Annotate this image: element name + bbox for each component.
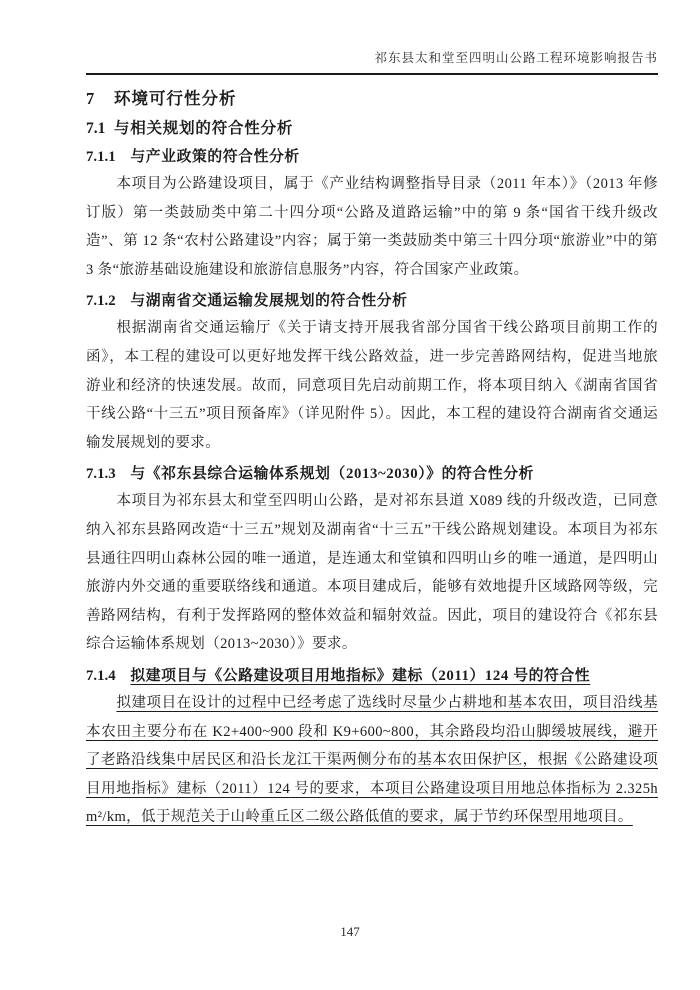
page-header <box>86 50 658 75</box>
body-paragraph: 本项目为祁东县太和堂至四明山公路，是对祁东县道 X089 线的升级改造，已同意纳入祁东县路网改造“十三五”规划及湖南省“十三五”干线公路规划建设。本项目为祁东县通往四明山森林公园的唯一通道，是连通太和堂镇和四明山乡的唯一通道，是四明山旅游内外交通的重要联络线和通道。本项目建成后，能够有效地提升区域路网等级，完善路网结构，有利于发挥路网的整体效益和辐射效益。因此，项目的建设符合《祁东县综合运输体系规划（2013~2030）》要求。 <box>86 493 658 653</box>
body-paragraph-underlined: 拟建项目在设计的过程中已经考虑了选线时尽量少占耕地和基本农田，项目沿线基本农田主要分布在 K2+400~900 段和 K9+600~800，其余路段均沿山脚缓坡展线，避开了老路沿线集中居民区和沿长龙江干渠两侧分布的基本农田保护区，根据《公路建设项目用地指标》建标（2011）124 号的要求，本项目公路建设项目用地总体指标为 2.325hm²/km，低于规范关于山岭重丘区二级公路低值的要求，属于节约环保型用地项目。 <box>86 694 658 826</box>
section-title: 与相关规划的符合性分析 <box>113 120 294 137</box>
subsection-title-underlined: 拟建项目与《公路建设项目用地指标》建标（2011）124 号的符合性 <box>130 667 591 684</box>
subsection-7-1-2 <box>86 291 658 457</box>
subsection-number: 7.1.2 <box>86 293 116 310</box>
subsection-7-1-4 <box>86 666 658 832</box>
body-paragraph: 根据湖南省交通运输厅《关于请支持开展我省部分国省干线公路项目前期工作的函》，本工程的建设可以更好地发挥干线公路效益，进一步完善路网结构，促进当地旅游业和经济的快速发展。故而，同意项目先启动前期工作，将本项目纳入《湖南省国省干线公路“十三五”项目预备库》（详见附件 5）。因此，本工程的建设符合湖南省交通运输发展规划的要求。 <box>86 320 658 451</box>
chapter-heading <box>86 88 658 110</box>
body-paragraph: 本项目为公路建设项目，属于《产业结构调整指导目录（2011 年本）》（2013 年修订版）第一类鼓励类中第二十四分项“公路及道路运输”中的第 9 条“国省干线升级改造”、第 12 条“农村公路建设”内容；属于第一类鼓励类中第三十四分项“旅游业”中的第 3 条“旅游基础设施建设和旅游信息服务”内容，符合国家产业政策。 <box>86 176 658 278</box>
subsection-number: 7.1.4 <box>86 667 116 684</box>
subsection-7-1-3 <box>86 464 658 659</box>
subsection-number: 7.1.3 <box>86 466 116 483</box>
page-number: 147 <box>340 924 360 939</box>
subsection-title: 与《祁东县综合运输体系规划（2013~2030）》的符合性分析 <box>130 466 535 483</box>
chapter-title: 环境可行性分析 <box>114 89 237 108</box>
subsection-number: 7.1.1 <box>86 149 116 165</box>
chapter-number: 7 <box>86 89 95 108</box>
page-footer <box>0 924 700 940</box>
subsection-heading <box>86 147 658 168</box>
subsection-title: 与湖南省交通运输发展规划的符合性分析 <box>130 293 408 310</box>
subsection-title: 与产业政策的符合性分析 <box>130 149 300 165</box>
report-title: 祁东县太和堂至四明山公路工程环境影响报告书 <box>374 51 658 65</box>
subsection-heading <box>86 464 658 485</box>
subsection-7-1-1 <box>86 147 658 284</box>
subsection-heading <box>86 291 658 312</box>
section-heading <box>86 118 658 140</box>
section-number: 7.1 <box>86 120 106 137</box>
subsection-heading <box>86 666 658 687</box>
